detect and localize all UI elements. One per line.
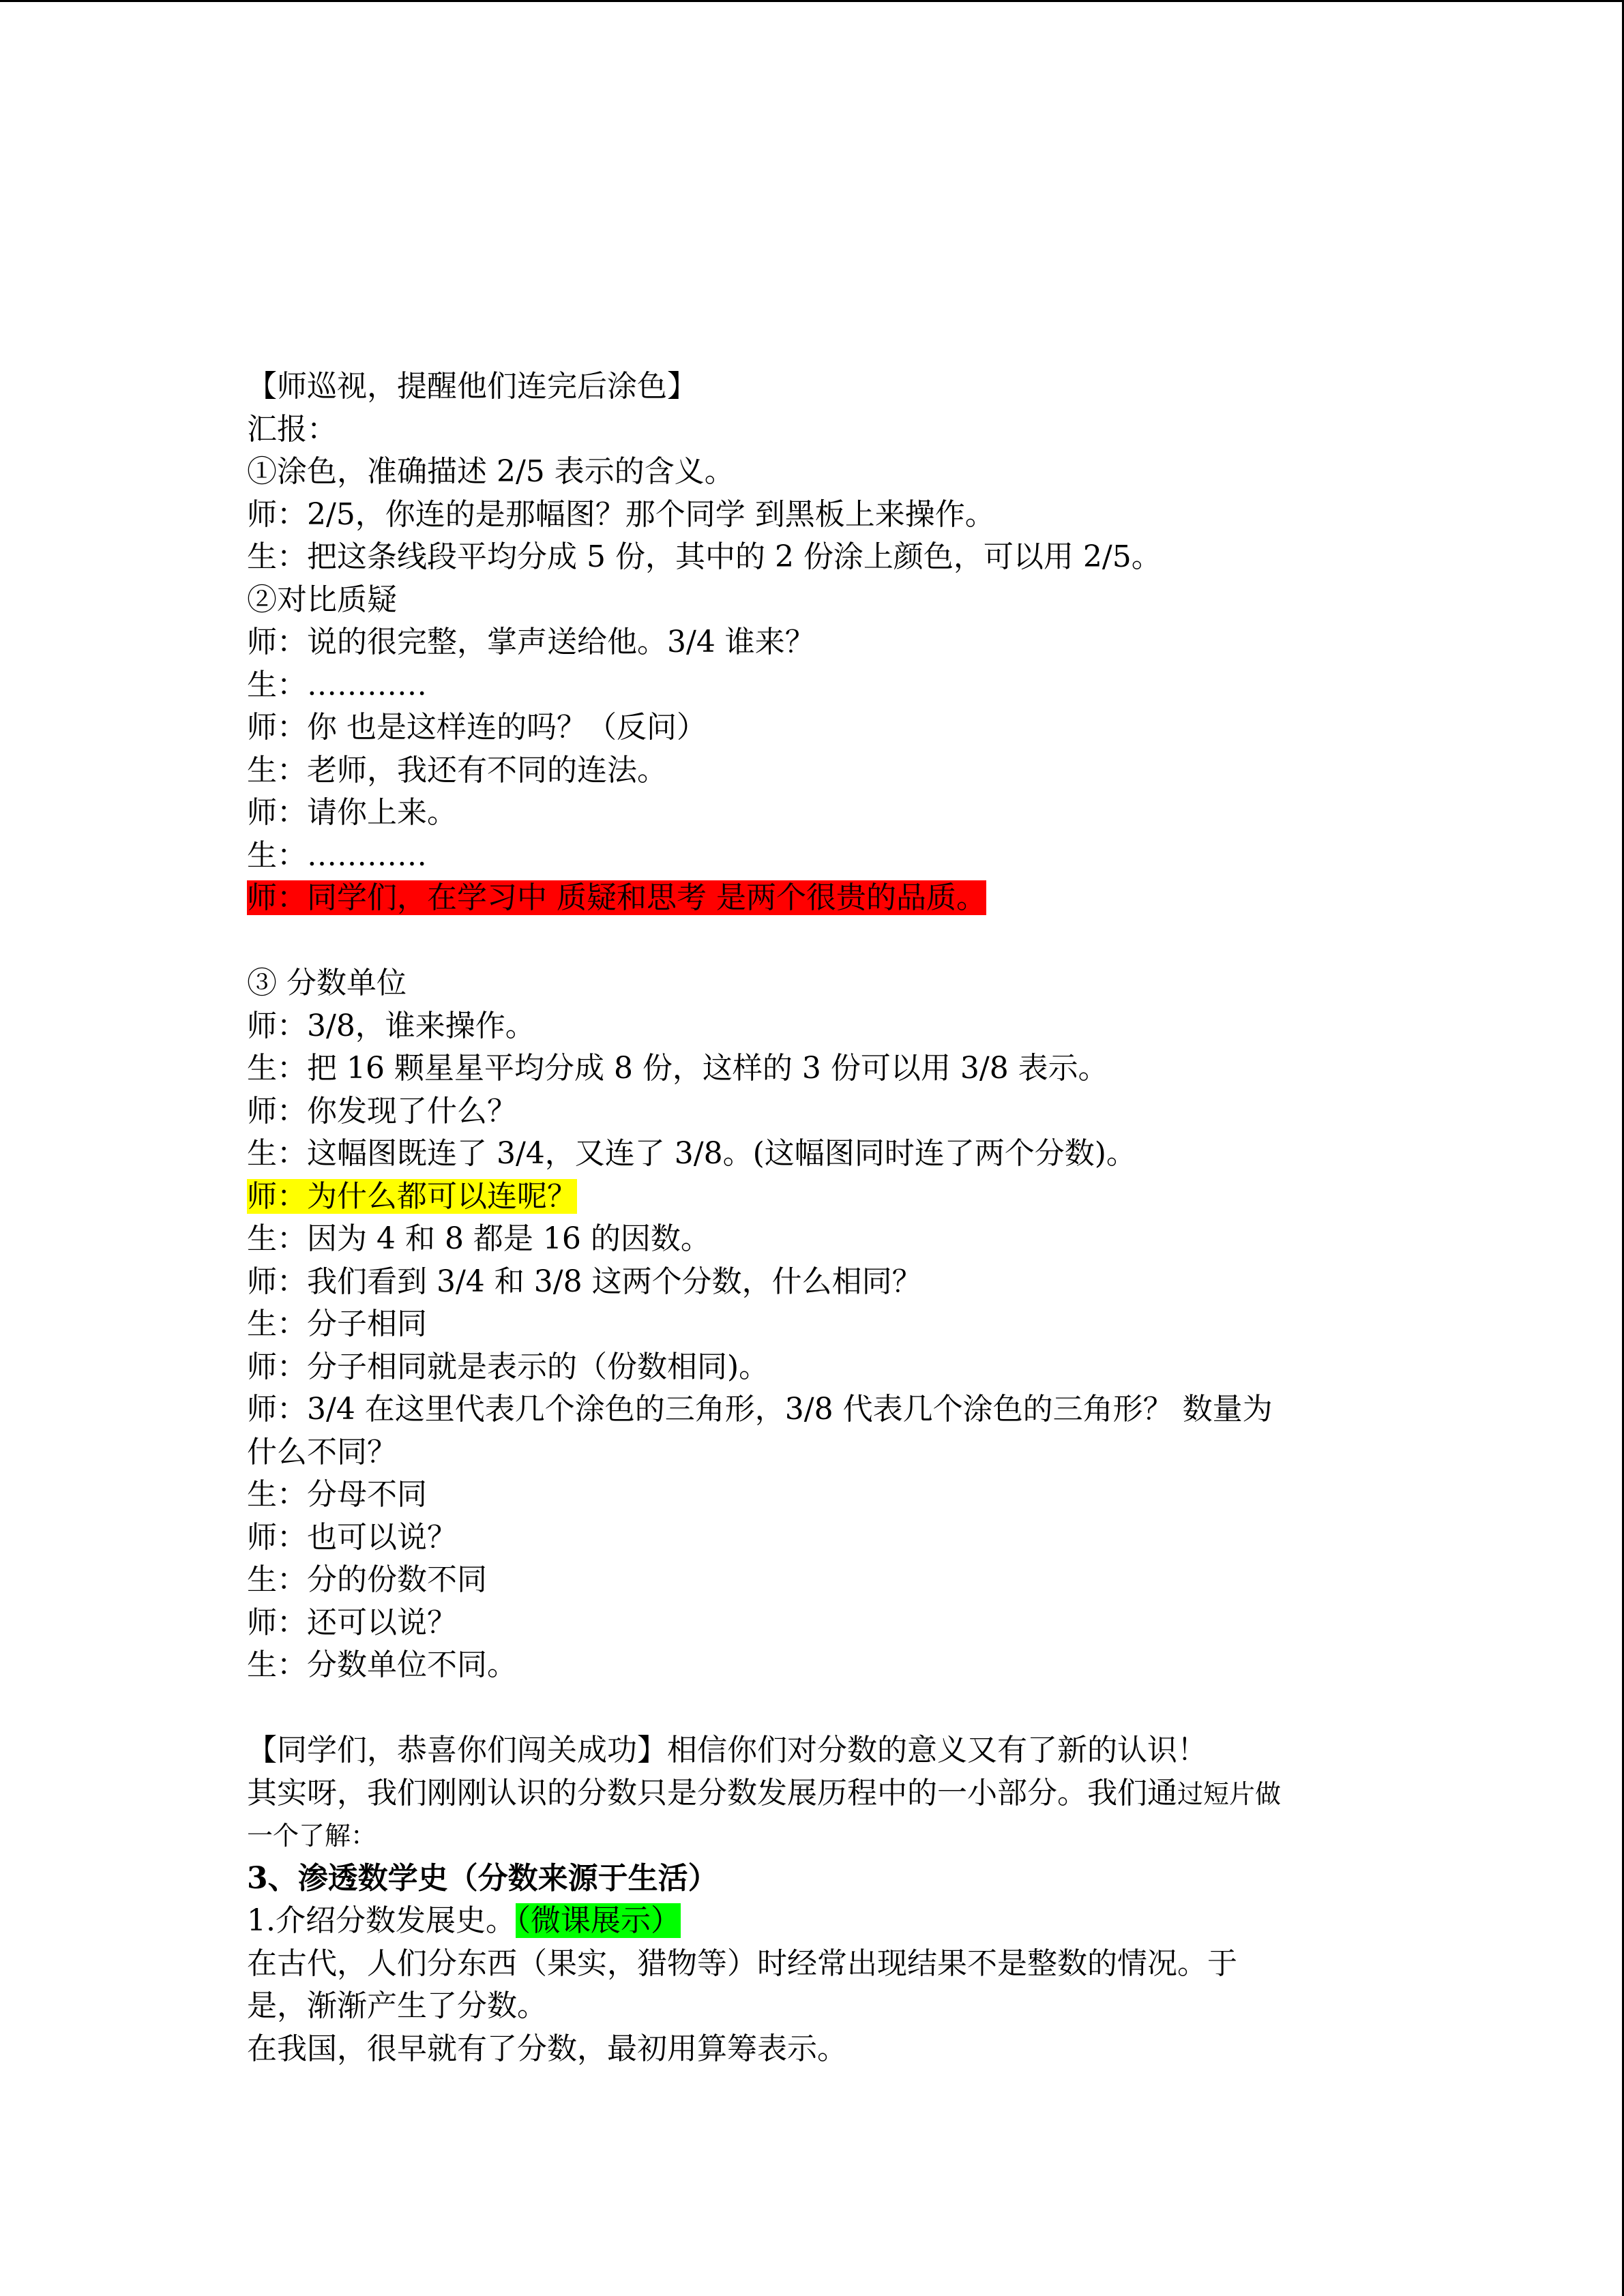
text-span: 1.介绍分数发展史。 — [247, 1903, 516, 1938]
text-span-small: 过短片做 — [1177, 1778, 1282, 1809]
stage-direction: 【师巡视，提醒他们连完后涂色】 — [247, 369, 697, 404]
blank-line — [247, 1687, 1393, 1730]
text-line: 什么不同？ — [247, 1434, 397, 1470]
text-line: 师：还可以说？ — [247, 1605, 457, 1640]
text-line: 一个了解： — [247, 1821, 377, 1851]
text-line: 生：分子相同 — [247, 1307, 427, 1341]
text-line: 师：我们看到 3/4 和 3/8 这两个分数，什么相同？ — [247, 1264, 922, 1299]
blank-line — [247, 920, 1393, 963]
text-line: 生：分的份数不同 — [247, 1562, 487, 1597]
document-body — [247, 366, 1393, 2070]
text-line: 【同学们，恭喜你们闯关成功】相信你们对分数的意义又有了新的认识！ — [247, 1733, 1207, 1768]
text-line: 师：你发现了什么？ — [247, 1093, 517, 1129]
text-line: 生：因为 4 和 8 都是 16 的因数。 — [247, 1221, 711, 1256]
text-line: 师：你 也是这样连的吗？（反问） — [247, 710, 707, 745]
green-highlighted-label: （微课展示） — [515, 1903, 681, 1938]
text-line: 师：分子相同就是表示的（份数相同)。 — [247, 1349, 769, 1384]
text-line: 生：分数单位不同。 — [247, 1648, 517, 1682]
text-line: 师：说的很完整，掌声送给他。3/4 谁来？ — [247, 625, 815, 659]
text-line: 师：2/5，你连的是那幅图？那个同学 到黑板上来操作。 — [247, 496, 995, 532]
section-label: ②对比质疑 — [247, 582, 397, 617]
text-line: 师：3/8，谁来操作。 — [247, 1008, 535, 1043]
text-line: 师：3/4 在这里代表几个涂色的三角形，3/8 代表几个涂色的三角形？ 数量为 — [247, 1392, 1273, 1427]
section-heading: 3、渗透数学史（分数来源于生活） — [247, 1860, 718, 1896]
text-line: 在我国，很早就有了分数，最初用算筹表示。 — [247, 2031, 847, 2066]
text-line: 在古代，人们分东西（果实，猎物等）时经常出现结果不是整数的情况。于 — [247, 1945, 1237, 1981]
text-line: 生：把这条线段平均分成 5 份，其中的 2 份涂上颜色，可以用 2/5。 — [247, 539, 1162, 574]
text-line: 是，渐渐产生了分数。 — [247, 1988, 547, 2023]
text-line: 生：分母不同 — [247, 1477, 427, 1512]
text-line: 生：老师，我还有不同的连法。 — [247, 752, 667, 788]
red-highlighted-line: 师：同学们，在学习中 质疑和思考 是两个很贵的品质。 — [247, 880, 986, 915]
text-line: 师：请你上来。 — [247, 795, 457, 830]
text-line: ①涂色，准确描述 2/5 表示的含义。 — [247, 454, 735, 489]
section-label: ③ 分数单位 — [247, 966, 407, 1000]
text-line — [247, 1900, 1393, 1943]
text-line: 生：………… — [247, 667, 427, 702]
text-line: 生：这幅图既连了 3/4，又连了 3/8。(这幅图同时连了两个分数)。 — [247, 1136, 1136, 1171]
text-line: 师：也可以说？ — [247, 1519, 457, 1555]
text-line — [247, 1772, 1393, 1815]
text-line: 生：………… — [247, 837, 427, 873]
text-line: 生：把 16 颗星星平均分成 8 份，这样的 3 份可以用 3/8 表示。 — [247, 1051, 1108, 1086]
text-span: 其实呀，我们刚刚认识的分数只是分数发展历程中的一小部分。我们通 — [247, 1775, 1177, 1810]
text-line: 汇报： — [247, 411, 337, 447]
yellow-highlighted-line: 师：为什么都可以连呢？ — [247, 1178, 577, 1214]
